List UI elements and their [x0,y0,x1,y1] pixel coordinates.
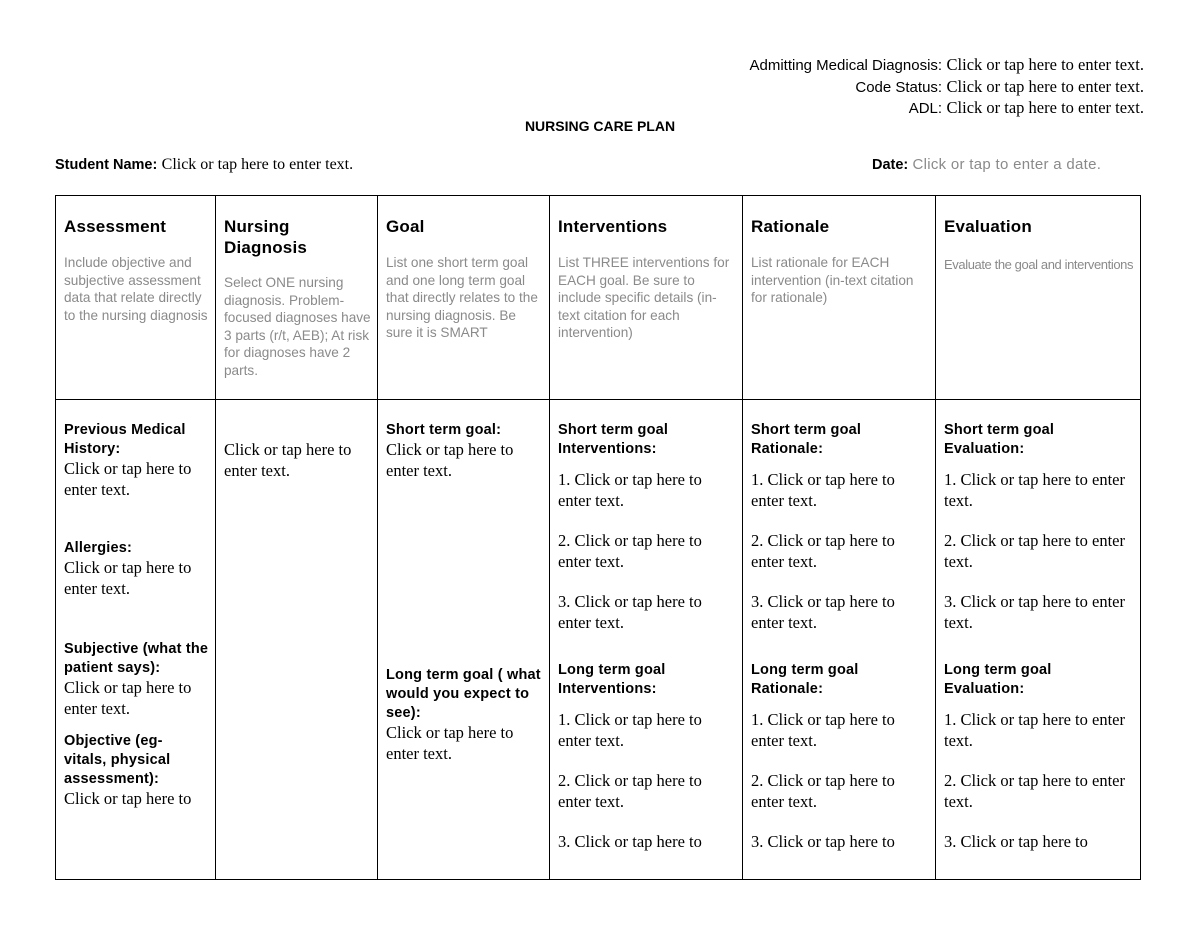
short-intervention-3[interactable]: 3. Click or tap here to enter text. [558,592,702,632]
diagnosis-field[interactable]: Click or tap here to enter text. [224,440,352,480]
long-intervention-2[interactable]: 2. Click or tap here to enter text. [558,771,702,811]
pmh-field[interactable]: Click or tap here to enter text. [64,459,192,499]
date-picker-field[interactable]: Click or tap to enter a date. [912,156,1102,173]
short-goal-field[interactable]: Click or tap here to enter text. [386,440,514,480]
allergies-label: Allergies: [64,540,133,556]
header-cell-goal [378,196,550,400]
subjective-field[interactable]: Click or tap here to enter text. [64,678,192,718]
column-hint-assessment: Include objective and subjective assessment data that relate directly to the nursing diagnosis [64,255,208,323]
assessment-cell [56,400,216,880]
student-name-field[interactable]: Click or tap here to enter text. [161,156,354,173]
long-intervention-1[interactable]: 1. Click or tap here to enter text. [558,710,702,750]
header-cell-interventions [550,196,743,400]
column-title-assessment: Assessment [64,217,167,236]
long-evaluation-label: Long term goal Evaluation: [944,662,1052,697]
column-hint-evaluation: Evaluate the goal and interventions [944,257,1134,272]
adl-label: ADL: [908,100,943,117]
code-status-row [749,77,1144,99]
long-rationale-2[interactable]: 2. Click or tap here to enter text. [751,771,895,811]
short-goal-label: Short term goal: [386,422,502,438]
column-hint-rationale: List rationale for EACH intervention (in-text citation for rationale) [751,255,914,306]
long-rationale-label: Long term goal Rationale: [751,662,859,697]
goal-cell [378,400,550,880]
admitting-diagnosis-field[interactable]: Click or tap here to enter text. [946,55,1144,74]
short-intervention-2[interactable]: 2. Click or tap here to enter text. [558,531,702,571]
short-intervention-1[interactable]: 1. Click or tap here to enter text. [558,470,702,510]
long-goal-field[interactable]: Click or tap here to enter text. [386,723,514,763]
long-rationale-1[interactable]: 1. Click or tap here to enter text. [751,710,895,750]
care-plan-table [55,195,1141,880]
column-title-goal: Goal [386,217,425,236]
objective-label: Objective (eg- vitals, physical assessment): [64,733,171,787]
table-header-row [56,196,1141,400]
table-body-row [56,400,1141,880]
allergies-field[interactable]: Click or tap here to enter text. [64,558,192,598]
short-evaluation-1[interactable]: 1. Click or tap here to enter text. [944,470,1125,510]
column-title-diagnosis: Nursing Diagnosis [224,217,308,257]
short-evaluation-2[interactable]: 2. Click or tap here to enter text. [944,531,1125,571]
date-row [872,156,1101,173]
adl-field[interactable]: Click or tap here to enter text. [946,98,1144,117]
long-interventions-label: Long term goal Interventions: [558,662,666,697]
column-title-interventions: Interventions [558,217,668,236]
evaluation-cell [936,400,1141,880]
long-goal-label: Long term goal ( what would you expect to see): [386,667,541,721]
short-interventions-label: Short term goal Interventions: [558,422,669,457]
subjective-label: Subjective (what the patient says): [64,641,209,676]
page-title: NURSING CARE PLAN [524,118,676,134]
long-evaluation-3[interactable]: 3. Click or tap here to [944,832,1088,851]
header-cell-diagnosis [216,196,378,400]
column-title-rationale: Rationale [751,217,830,236]
header-cell-assessment [56,196,216,400]
student-name-label: Student Name: [55,157,158,173]
student-name-row [55,156,353,174]
code-status-field[interactable]: Click or tap here to enter text. [946,76,1144,96]
column-hint-interventions: List THREE interventions for EACH goal. Be sure to include specific details (in-text citation for each intervention) [558,255,730,341]
date-label: Date: [872,157,909,173]
admitting-diagnosis-row [749,55,1144,77]
column-title-evaluation: Evaluation [944,217,1032,236]
code-status-label: Code Status: [855,78,943,96]
header-cell-evaluation [936,196,1141,400]
rationale-cell [743,400,936,880]
pmh-label: Previous Medical History: [64,422,186,457]
short-evaluation-label: Short term goal Evaluation: [944,422,1055,457]
long-evaluation-2[interactable]: 2. Click or tap here to enter text. [944,771,1125,811]
long-rationale-3[interactable]: 3. Click or tap here to [751,832,895,851]
header-fields [749,55,1144,120]
short-rationale-2[interactable]: 2. Click or tap here to enter text. [751,531,895,571]
diagnosis-cell [216,400,378,880]
short-rationale-label: Short term goal Rationale: [751,422,862,457]
interventions-cell [550,400,743,880]
column-hint-diagnosis: Select ONE nursing diagnosis. Problem-focused diagnoses have 3 parts (r/t, AEB); At risk for diagnoses have 2 parts. [224,275,371,378]
objective-field[interactable]: Click or tap here to [64,789,192,808]
adl-row [749,98,1144,120]
column-hint-goal: List one short term goal and one long term goal that directly relates to the nursing diagnosis. Be sure it is SMART [386,255,538,341]
admitting-diagnosis-label: Admitting Medical Diagnosis: [749,57,943,74]
short-rationale-1[interactable]: 1. Click or tap here to enter text. [751,470,895,510]
short-rationale-3[interactable]: 3. Click or tap here to enter text. [751,592,895,632]
long-evaluation-1[interactable]: 1. Click or tap here to enter text. [944,710,1125,750]
header-cell-rationale [743,196,936,400]
short-evaluation-3[interactable]: 3. Click or tap here to enter text. [944,592,1125,632]
long-intervention-3[interactable]: 3. Click or tap here to [558,832,702,851]
